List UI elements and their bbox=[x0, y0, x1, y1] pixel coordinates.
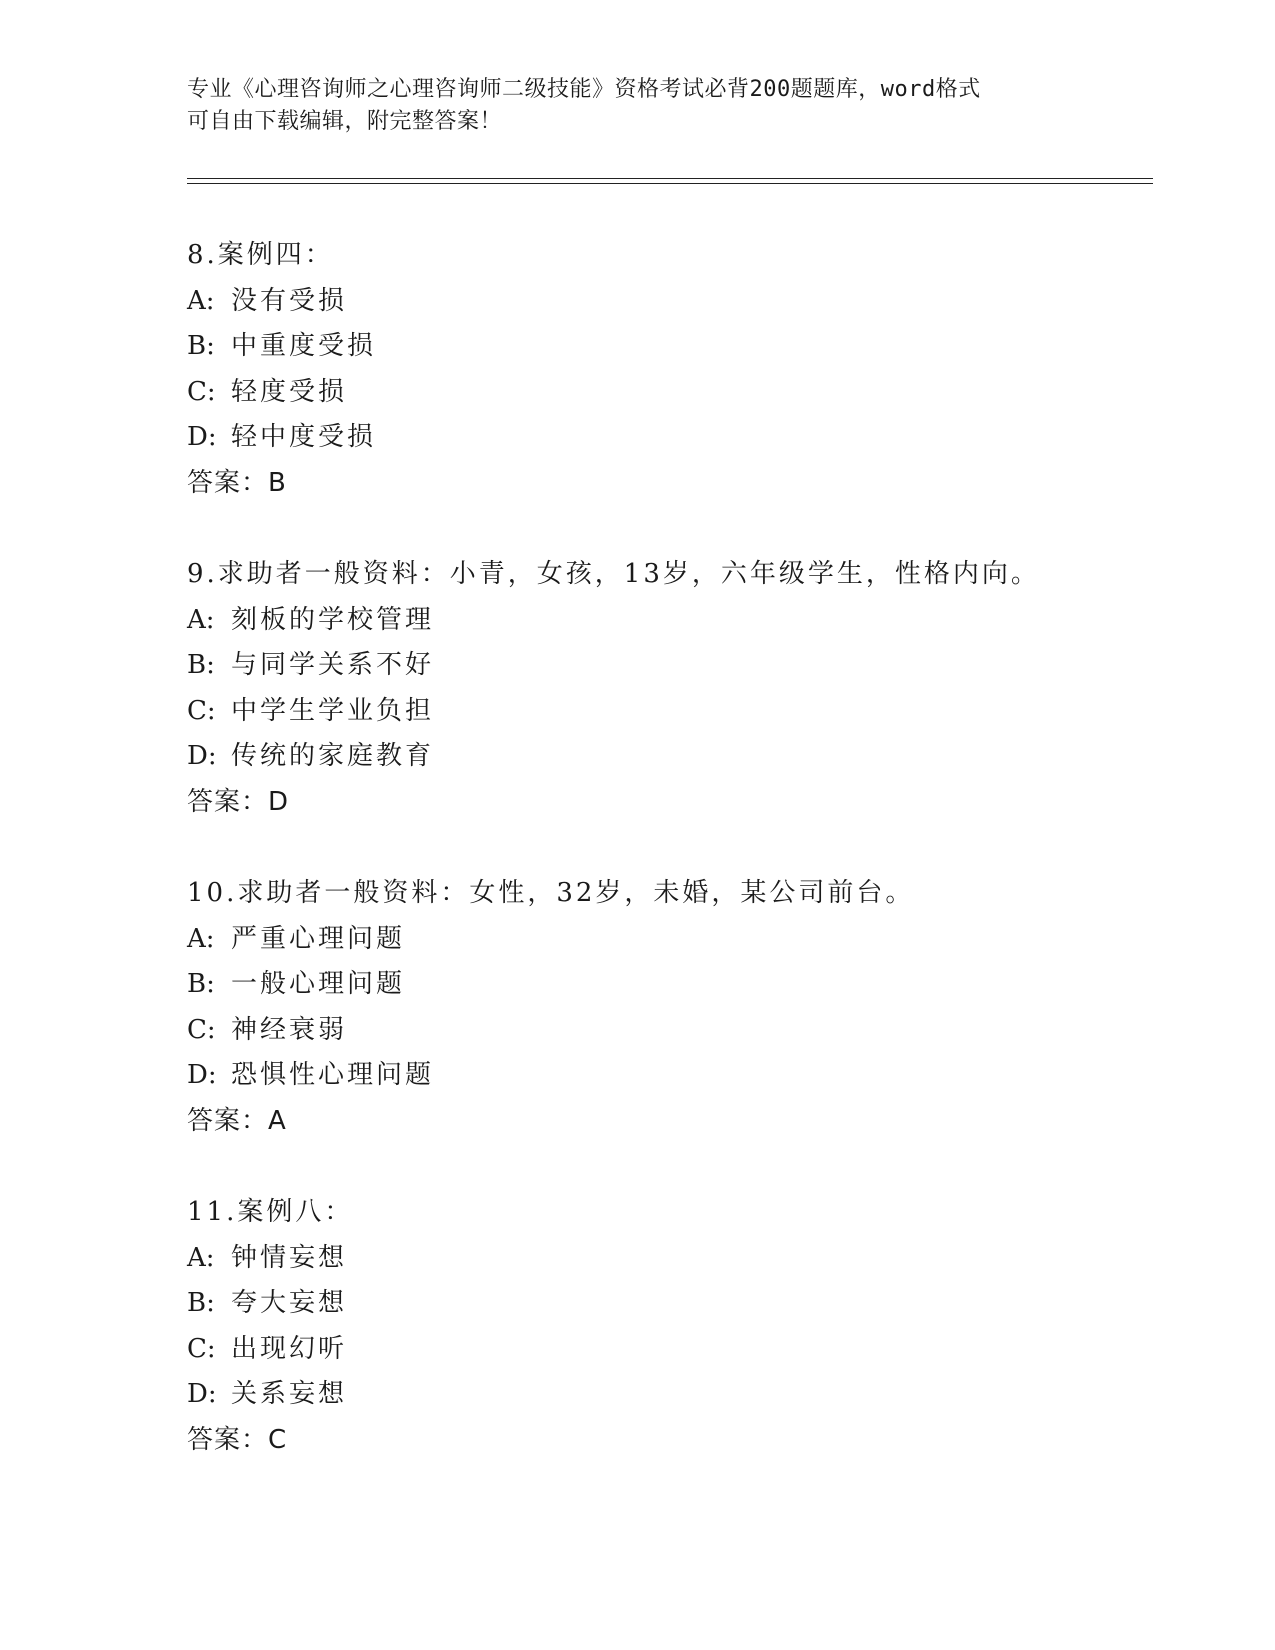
header-title-line-2: 可自由下载编辑，附完整答案！ bbox=[187, 109, 503, 134]
answer-line: 答案：B bbox=[187, 467, 287, 498]
answer-line: 答案：A bbox=[187, 1105, 287, 1136]
option-text: 没有受损 bbox=[231, 285, 348, 316]
option-text: 出现幻听 bbox=[231, 1333, 348, 1364]
option-text: 夸大妄想 bbox=[231, 1288, 348, 1318]
question-stem: 10.求助者一般资料：女性，32岁，未婚，某公司前台。 bbox=[187, 878, 915, 908]
question-8 bbox=[187, 233, 1147, 506]
question-stem: 8.案例四： bbox=[187, 240, 334, 270]
option-d bbox=[187, 1053, 1147, 1099]
option-c bbox=[187, 689, 1147, 735]
option-b bbox=[187, 962, 1147, 1008]
option-text: 一般心理问题 bbox=[231, 969, 406, 999]
option-letter: C: bbox=[187, 1014, 216, 1045]
option-letter: C: bbox=[187, 1333, 216, 1364]
option-b bbox=[187, 324, 1147, 370]
option-text: 刻板的学校管理 bbox=[231, 604, 435, 635]
option-letter: B: bbox=[187, 331, 215, 361]
option-c bbox=[187, 370, 1147, 416]
option-text: 中学生学业负担 bbox=[231, 695, 435, 726]
option-d bbox=[187, 415, 1147, 461]
option-letter: A: bbox=[187, 1242, 215, 1273]
document-header bbox=[187, 74, 1067, 138]
question-10 bbox=[187, 871, 1147, 1144]
option-letter: B: bbox=[187, 969, 215, 999]
answer-line: 答案：C bbox=[187, 1424, 288, 1455]
option-letter: D: bbox=[187, 1060, 217, 1090]
option-text: 中重度受损 bbox=[231, 331, 377, 361]
option-text: 关系妄想 bbox=[231, 1379, 348, 1409]
option-text: 钟情妄想 bbox=[231, 1242, 348, 1273]
question-stem: 11.案例八： bbox=[187, 1197, 354, 1227]
option-text: 传统的家庭教育 bbox=[231, 741, 435, 771]
question-9 bbox=[187, 552, 1147, 825]
option-b bbox=[187, 1281, 1147, 1327]
option-text: 与同学关系不好 bbox=[231, 650, 435, 680]
option-a bbox=[187, 279, 1147, 325]
option-c bbox=[187, 1008, 1147, 1054]
option-a bbox=[187, 598, 1147, 644]
header-divider-bottom bbox=[187, 183, 1153, 184]
option-text: 轻中度受损 bbox=[231, 422, 377, 452]
option-letter: C: bbox=[187, 695, 216, 726]
option-letter: A: bbox=[187, 923, 215, 954]
question-11 bbox=[187, 1190, 1147, 1463]
option-letter: A: bbox=[187, 604, 215, 635]
option-text: 神经衰弱 bbox=[231, 1014, 348, 1045]
option-b bbox=[187, 643, 1147, 689]
option-c bbox=[187, 1327, 1147, 1373]
option-letter: A: bbox=[187, 285, 215, 316]
question-stem: 9.求助者一般资料：小青，女孩，13岁，六年级学生，性格内向。 bbox=[187, 559, 1040, 589]
header-title-line-1: 专业《心理咨询师之心理咨询师二级技能》资格考试必背200题题库，word格式 bbox=[187, 77, 981, 102]
answer-line: 答案：D bbox=[187, 786, 290, 817]
header-divider-top bbox=[187, 178, 1153, 179]
option-letter: D: bbox=[187, 422, 217, 452]
option-text: 恐惧性心理问题 bbox=[231, 1060, 435, 1090]
option-text: 严重心理问题 bbox=[231, 923, 406, 954]
option-letter: B: bbox=[187, 650, 215, 680]
option-d bbox=[187, 734, 1147, 780]
option-letter: D: bbox=[187, 1379, 217, 1409]
option-text: 轻度受损 bbox=[231, 376, 348, 407]
option-letter: D: bbox=[187, 741, 217, 771]
option-a bbox=[187, 1236, 1147, 1282]
option-a bbox=[187, 917, 1147, 963]
option-d bbox=[187, 1372, 1147, 1418]
option-letter: C: bbox=[187, 376, 216, 407]
option-letter: B: bbox=[187, 1288, 215, 1318]
